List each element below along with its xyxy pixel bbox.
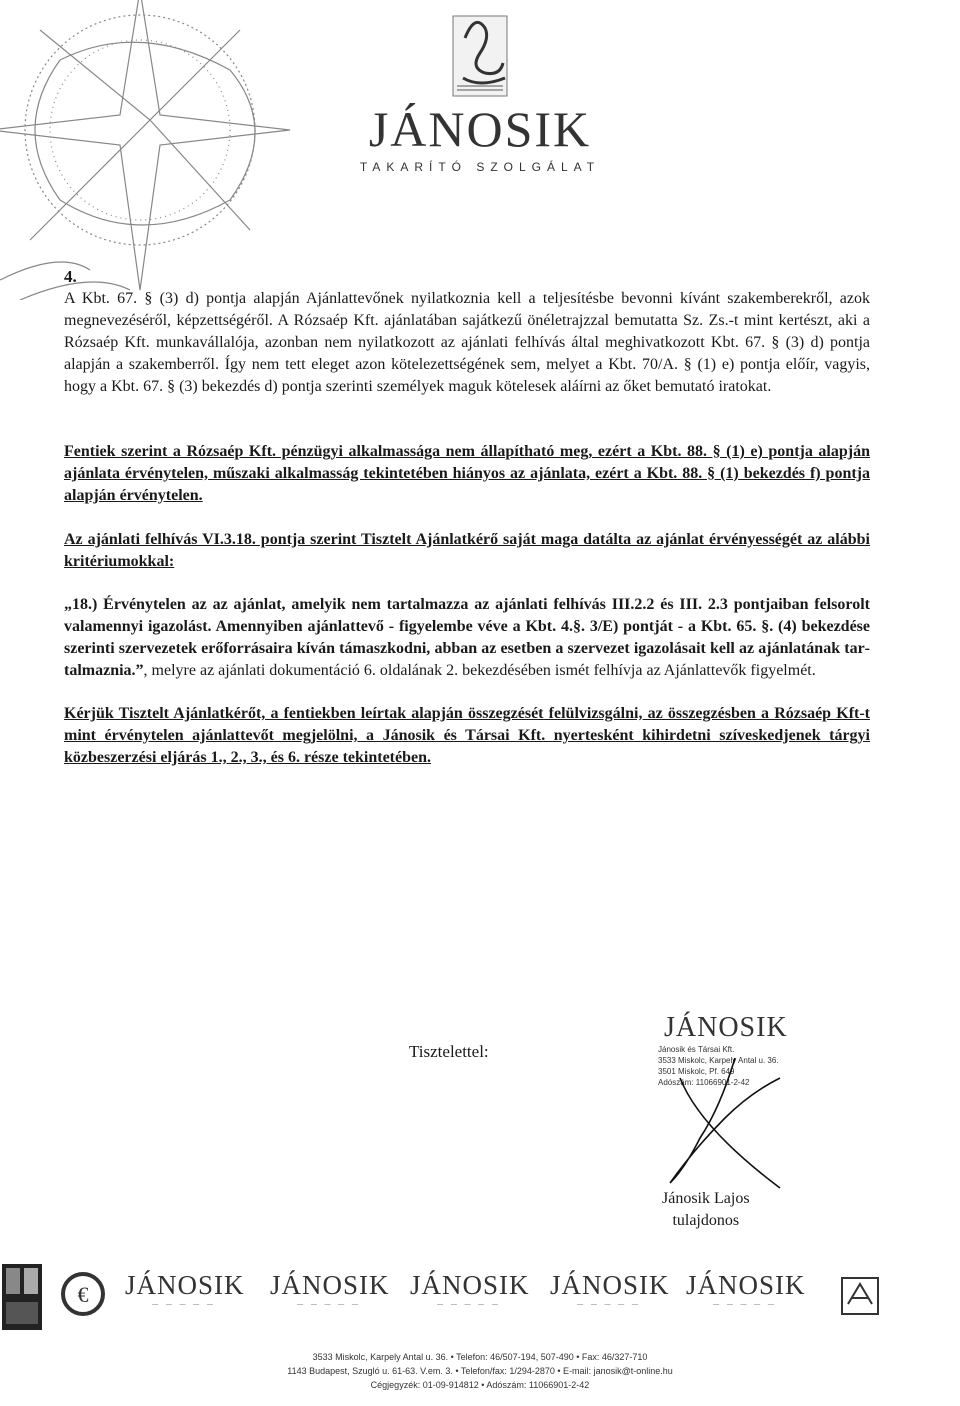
quoted-criterion: „18.) Érvénytelen az az ajánlat, amelyik nem tartalmazza az ajánlati felhívás III.2.2 és III. 2.3 pontjaiban felsorolt valamennyi igazolást. Amennyiben ajánlattevő - figyelembe véve a Kbt. 4.§. 3/E) pontját - a Kbt. 65. §. (4) bekezdése szerinti szervezetek erőforrásaira kíván támaszkodni, abban az esetben a szervezet igazolásait kell az ajánlatának tartalmaznia.” [64,596,870,679]
signer-block [662,1188,750,1232]
quality-seal-icon [58,1270,108,1325]
stamp-line: Jánosik és Társai Kft. [658,1045,735,1054]
section-number: 4. [64,267,77,286]
footer-logo: JÁNOSIK — — — — — [125,1270,245,1308]
footer-line: Cégjegyzék: 01-09-914812 • Adószám: 11066901-2-42 [370,1380,590,1390]
stamp-line: 3533 Miskolc, Karpely Antal u. 36. [658,1056,779,1065]
footer-logo: JÁNOSIK — — — — — [686,1270,806,1308]
footer-contact [0,1350,960,1392]
footer-logo: JÁNOSIK — — — — — [410,1270,530,1308]
paragraph-4 [64,594,870,682]
signer-title: tulajdonos [672,1212,740,1229]
brand-name: JÁNOSIK [368,101,592,157]
brand-tagline: TAKARÍTÓ SZOLGÁLAT [359,160,601,174]
handwritten-signature [640,1048,790,1198]
paragraph-3: Az ajánlati felhívás VI.3.18. pontja szerint Tisztelt Ajánlatkérő saját maga datálta az ajánlat érvényességét az alábbi kritériumokkal: [64,531,870,570]
paragraph-2: Fentiek szerint a Rózsaép Kft. pénzügyi alkalmassága nem állapítható meg, ezért a Kbt. 88. § (1) e) pontja alapján ajánlata érvénytelen, műszaki alkalmasság tekintetében hiányos az ajánlata, ezért a Kbt. 88. § (1) bekezdés f) pontja alapján érvénytelen. [64,443,870,504]
paragraph-1: A Kbt. 67. § (3) d) pontja alapján Ajánlattevőnek nyilatkoznia kell a teljesítésbe bevonni kívánt szakemberekről, azok megnevezéséről, képzettségéről. A Rózsaép Kft. ajánlatában sajátkezű önéletrajzzal bemutatta Sz. Zs.-t mint kertészt, aki a Rózsaép Kft. munkavállalója, azonban nem nyilatkozott az ajánlati felhívás által meghivatkozott Kbt. 67. § (3) d) pontja alapján a szakemberről. Így nem tett eleget azon kötelezettségének sem, melyet a Kbt. 70/A. § (1) e) pontja előír, vagyis, hogy a Kbt. 67. § (3) bekezdés d) pontja szerinti személyek maguk kötelesek aláírni az őket bemutató iratokat. [64,290,870,395]
quality-mark-icon [838,1274,882,1318]
footer-logo-strip [0,1262,960,1332]
regards-text: Tisztelettel: [409,1042,489,1061]
paragraph-5: Kérjük Tisztelt Ajánlatkérőt, a fentiekben leírtak alapján összegzését felülvizsgálni, az összegzésben a Rózsaép Kft-t mint érvénytelen ajánlattevőt megjelölni, a Jánosik és Társai Kft. nyertesként kihirdetni szíveskedjenek tárgyi közbeszerzési eljárás 1., 2., 3., és 6. része tekintetében. [64,705,870,766]
footer-logo: JÁNOSIK — — — — — [550,1270,670,1308]
compass-rose-decoration [0,0,330,300]
stamp-line: Adószám: 11066901-2-42 [658,1078,750,1087]
swan-icon [445,8,515,98]
footer-line: 1143 Budapest, Szugló u. 61-63. V.em. 3. • Telefon/fax: 1/294-2870 • E-mail: janosik@t-online.hu [287,1366,673,1376]
company-logo [355,8,605,174]
svg-text:€: € [77,1282,89,1307]
stamp-name: JÁNOSIK [664,1012,788,1043]
stamp-line: 3501 Miskolc, Pf. 649 [658,1067,735,1076]
footer-line: 3533 Miskolc, Karpely Antal u. 36. • Telefon: 46/507-194, 507-490 • Fax: 46/327-710 [312,1352,648,1362]
letter-body [64,266,870,769]
certification-badge-icon [0,1262,44,1332]
paragraph-4-rest: , melyre az ajánlati dokumentáció 6. oldalának 2. bekezdésében ismét felhívja az Ajánlattevők figyelmét. [143,662,816,679]
footer-logo: JÁNOSIK — — — — — [270,1270,390,1308]
signer-name: Jánosik Lajos [662,1190,750,1207]
